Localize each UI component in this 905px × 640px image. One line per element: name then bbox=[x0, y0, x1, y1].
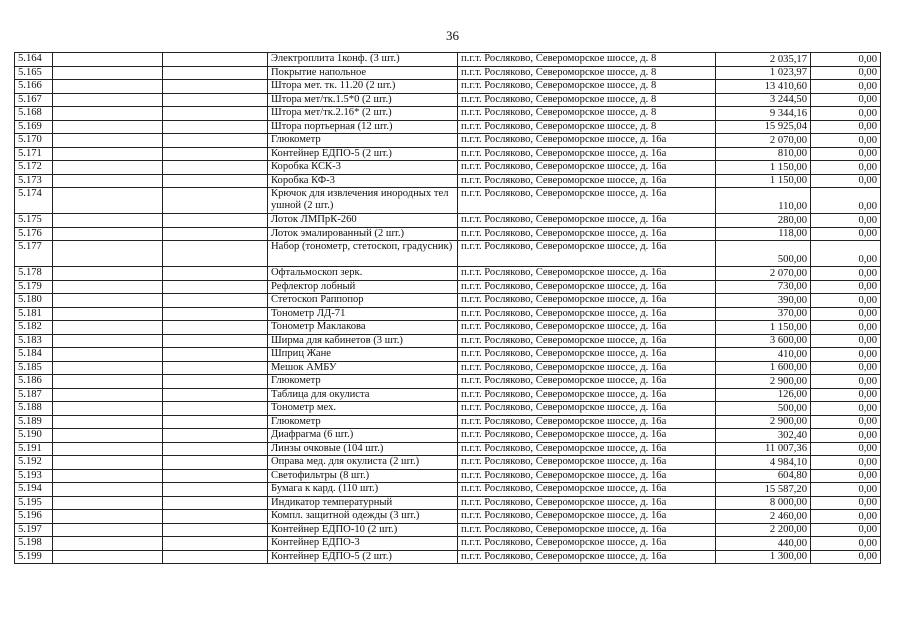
value-cell: 11 007,36 bbox=[716, 442, 811, 456]
empty-cell bbox=[163, 483, 268, 497]
address-cell: п.г.т. Росляково, Североморское шоссе, д. 16а bbox=[458, 375, 716, 389]
value-cell: 3 244,50 bbox=[716, 93, 811, 107]
table-row bbox=[15, 241, 881, 267]
empty-cell bbox=[163, 267, 268, 281]
row-number-cell: 5.165 bbox=[15, 66, 53, 80]
address-cell: п.г.т. Росляково, Североморское шоссе, д. 16а bbox=[458, 267, 716, 281]
residual-value-cell: 0,00 bbox=[811, 53, 881, 67]
table-row bbox=[15, 361, 881, 375]
value-cell: 9 344,16 bbox=[716, 107, 811, 121]
empty-cell bbox=[163, 66, 268, 80]
row-number-cell: 5.183 bbox=[15, 334, 53, 348]
empty-cell bbox=[163, 537, 268, 551]
row-number-cell: 5.187 bbox=[15, 388, 53, 402]
value-cell: 1 023,97 bbox=[716, 66, 811, 80]
empty-cell bbox=[53, 361, 163, 375]
residual-value-cell: 0,00 bbox=[811, 388, 881, 402]
residual-value-cell: 0,00 bbox=[811, 80, 881, 94]
item-name-cell: Контейнер ЕДПО-10 (2 шт.) bbox=[268, 523, 458, 537]
residual-value-cell: 0,00 bbox=[811, 348, 881, 362]
item-name-cell: Контейнер ЕДПО-5 (2 шт.) bbox=[268, 147, 458, 161]
residual-value-cell: 0,00 bbox=[811, 321, 881, 335]
empty-cell bbox=[163, 161, 268, 175]
empty-cell bbox=[163, 550, 268, 564]
row-number-cell: 5.192 bbox=[15, 456, 53, 470]
empty-cell bbox=[163, 188, 268, 214]
item-name-cell: Компл. защитной одежды (3 шт.) bbox=[268, 510, 458, 524]
address-cell: п.г.т. Росляково, Североморское шоссе, д. 8 bbox=[458, 107, 716, 121]
empty-cell bbox=[53, 214, 163, 228]
value-cell: 13 410,60 bbox=[716, 80, 811, 94]
item-name-cell: Глюкометр bbox=[268, 415, 458, 429]
empty-cell bbox=[53, 267, 163, 281]
value-cell: 440,00 bbox=[716, 537, 811, 551]
item-name-cell: Контейнер ЕДПО-5 (2 шт.) bbox=[268, 550, 458, 564]
item-name-cell: Покрытие напольное bbox=[268, 66, 458, 80]
table-row bbox=[15, 214, 881, 228]
row-number-cell: 5.188 bbox=[15, 402, 53, 416]
row-number-cell: 5.196 bbox=[15, 510, 53, 524]
value-cell: 1 150,00 bbox=[716, 161, 811, 175]
address-cell: п.г.т. Росляково, Североморское шоссе, д. 16а bbox=[458, 415, 716, 429]
item-name-cell: Тонометр ЛД-71 bbox=[268, 307, 458, 321]
address-cell: п.г.т. Росляково, Североморское шоссе, д. 16а bbox=[458, 550, 716, 564]
item-name-cell: Стетоскоп Раппопор bbox=[268, 294, 458, 308]
address-cell: п.г.т. Росляково, Североморское шоссе, д. 8 bbox=[458, 93, 716, 107]
empty-cell bbox=[163, 93, 268, 107]
empty-cell bbox=[163, 294, 268, 308]
residual-value-cell: 0,00 bbox=[811, 334, 881, 348]
empty-cell bbox=[53, 80, 163, 94]
row-number-cell: 5.180 bbox=[15, 294, 53, 308]
row-number-cell: 5.169 bbox=[15, 120, 53, 134]
empty-cell bbox=[163, 415, 268, 429]
table-row bbox=[15, 66, 881, 80]
residual-value-cell: 0,00 bbox=[811, 241, 881, 267]
residual-value-cell: 0,00 bbox=[811, 120, 881, 134]
empty-cell bbox=[53, 469, 163, 483]
row-number-cell: 5.181 bbox=[15, 307, 53, 321]
row-number-cell: 5.191 bbox=[15, 442, 53, 456]
value-cell: 604,80 bbox=[716, 469, 811, 483]
row-number-cell: 5.166 bbox=[15, 80, 53, 94]
value-cell: 810,00 bbox=[716, 147, 811, 161]
empty-cell bbox=[163, 107, 268, 121]
empty-cell bbox=[53, 456, 163, 470]
empty-cell bbox=[53, 375, 163, 389]
row-number-cell: 5.176 bbox=[15, 227, 53, 241]
table-row bbox=[15, 227, 881, 241]
address-cell: п.г.т. Росляково, Североморское шоссе, д. 16а bbox=[458, 429, 716, 443]
empty-cell bbox=[163, 442, 268, 456]
row-number-cell: 5.179 bbox=[15, 280, 53, 294]
row-number-cell: 5.190 bbox=[15, 429, 53, 443]
table-row bbox=[15, 147, 881, 161]
table-row bbox=[15, 523, 881, 537]
table-row bbox=[15, 483, 881, 497]
item-name-cell: Коробка КФ-3 bbox=[268, 174, 458, 188]
table-row bbox=[15, 537, 881, 551]
row-number-cell: 5.193 bbox=[15, 469, 53, 483]
inventory-table-body bbox=[15, 53, 881, 564]
residual-value-cell: 0,00 bbox=[811, 456, 881, 470]
empty-cell bbox=[53, 429, 163, 443]
value-cell: 3 600,00 bbox=[716, 334, 811, 348]
value-cell: 2 900,00 bbox=[716, 415, 811, 429]
empty-cell bbox=[53, 93, 163, 107]
address-cell: п.г.т. Росляково, Североморское шоссе, д. 16а bbox=[458, 456, 716, 470]
row-number-cell: 5.185 bbox=[15, 361, 53, 375]
item-name-cell: Лоток эмалированный (2 шт.) bbox=[268, 227, 458, 241]
residual-value-cell: 0,00 bbox=[811, 93, 881, 107]
empty-cell bbox=[163, 456, 268, 470]
residual-value-cell: 0,00 bbox=[811, 469, 881, 483]
item-name-cell: Контейнер ЕДПО-3 bbox=[268, 537, 458, 551]
empty-cell bbox=[163, 174, 268, 188]
item-name-cell: Штора мет/тк.2.16* (2 шт.) bbox=[268, 107, 458, 121]
table-row bbox=[15, 415, 881, 429]
residual-value-cell: 0,00 bbox=[811, 161, 881, 175]
value-cell: 390,00 bbox=[716, 294, 811, 308]
residual-value-cell: 0,00 bbox=[811, 442, 881, 456]
residual-value-cell: 0,00 bbox=[811, 307, 881, 321]
item-name-cell: Индикатор температурный bbox=[268, 496, 458, 510]
item-name-cell: Светофильтры (8 шт.) bbox=[268, 469, 458, 483]
residual-value-cell: 0,00 bbox=[811, 66, 881, 80]
address-cell: п.г.т. Росляково, Североморское шоссе, д. 16а bbox=[458, 510, 716, 524]
empty-cell bbox=[53, 66, 163, 80]
empty-cell bbox=[163, 53, 268, 67]
residual-value-cell: 0,00 bbox=[811, 402, 881, 416]
value-cell: 2 460,00 bbox=[716, 510, 811, 524]
empty-cell bbox=[53, 280, 163, 294]
address-cell: п.г.т. Росляково, Североморское шоссе, д. 16а bbox=[458, 496, 716, 510]
residual-value-cell: 0,00 bbox=[811, 483, 881, 497]
address-cell: п.г.т. Росляково, Североморское шоссе, д. 16а bbox=[458, 161, 716, 175]
residual-value-cell: 0,00 bbox=[811, 496, 881, 510]
address-cell: п.г.т. Росляково, Североморское шоссе, д. 16а bbox=[458, 134, 716, 148]
row-number-cell: 5.194 bbox=[15, 483, 53, 497]
residual-value-cell: 0,00 bbox=[811, 510, 881, 524]
address-cell: п.г.т. Росляково, Североморское шоссе, д. 16а bbox=[458, 227, 716, 241]
address-cell: п.г.т. Росляково, Североморское шоссе, д. 16а bbox=[458, 334, 716, 348]
value-cell: 1 150,00 bbox=[716, 321, 811, 335]
table-row bbox=[15, 550, 881, 564]
empty-cell bbox=[163, 429, 268, 443]
value-cell: 500,00 bbox=[716, 402, 811, 416]
row-number-cell: 5.177 bbox=[15, 241, 53, 267]
item-name-cell: Тонометр Маклакова bbox=[268, 321, 458, 335]
item-name-cell: Набор (тонометр, стетоскоп, градусник) bbox=[268, 241, 458, 267]
value-cell: 110,00 bbox=[716, 188, 811, 214]
row-number-cell: 5.170 bbox=[15, 134, 53, 148]
residual-value-cell: 0,00 bbox=[811, 174, 881, 188]
residual-value-cell: 0,00 bbox=[811, 107, 881, 121]
empty-cell bbox=[163, 348, 268, 362]
empty-cell bbox=[163, 321, 268, 335]
residual-value-cell: 0,00 bbox=[811, 280, 881, 294]
item-name-cell: Оправа мед. для окулиста (2 шт.) bbox=[268, 456, 458, 470]
address-cell: п.г.т. Росляково, Североморское шоссе, д. 16а bbox=[458, 402, 716, 416]
row-number-cell: 5.167 bbox=[15, 93, 53, 107]
address-cell: п.г.т. Росляково, Североморское шоссе, д. 8 bbox=[458, 53, 716, 67]
table-row bbox=[15, 188, 881, 214]
address-cell: п.г.т. Росляково, Североморское шоссе, д. 8 bbox=[458, 120, 716, 134]
row-number-cell: 5.197 bbox=[15, 523, 53, 537]
empty-cell bbox=[163, 241, 268, 267]
table-row bbox=[15, 375, 881, 389]
empty-cell bbox=[163, 375, 268, 389]
address-cell: п.г.т. Росляково, Североморское шоссе, д. 16а bbox=[458, 348, 716, 362]
row-number-cell: 5.198 bbox=[15, 537, 53, 551]
row-number-cell: 5.186 bbox=[15, 375, 53, 389]
address-cell: п.г.т. Росляково, Североморское шоссе, д. 16а bbox=[458, 469, 716, 483]
address-cell: п.г.т. Росляково, Североморское шоссе, д. 16а bbox=[458, 307, 716, 321]
empty-cell bbox=[53, 161, 163, 175]
item-name-cell: Крючок для извлечения инородных тел ушной (2 шт.) bbox=[268, 188, 458, 214]
row-number-cell: 5.173 bbox=[15, 174, 53, 188]
empty-cell bbox=[163, 388, 268, 402]
empty-cell bbox=[163, 523, 268, 537]
table-row bbox=[15, 321, 881, 335]
page-number: 36 bbox=[446, 28, 459, 43]
table-row bbox=[15, 267, 881, 281]
item-name-cell: Ширма для кабинетов (3 шт.) bbox=[268, 334, 458, 348]
table-row bbox=[15, 53, 881, 67]
value-cell: 126,00 bbox=[716, 388, 811, 402]
value-cell: 1 600,00 bbox=[716, 361, 811, 375]
residual-value-cell: 0,00 bbox=[811, 415, 881, 429]
empty-cell bbox=[163, 227, 268, 241]
address-cell: п.г.т. Росляково, Североморское шоссе, д. 16а bbox=[458, 523, 716, 537]
table-row bbox=[15, 402, 881, 416]
empty-cell bbox=[53, 348, 163, 362]
row-number-cell: 5.182 bbox=[15, 321, 53, 335]
empty-cell bbox=[53, 442, 163, 456]
residual-value-cell: 0,00 bbox=[811, 267, 881, 281]
residual-value-cell: 0,00 bbox=[811, 550, 881, 564]
address-cell: п.г.т. Росляково, Североморское шоссе, д. 16а bbox=[458, 280, 716, 294]
table-row bbox=[15, 134, 881, 148]
residual-value-cell: 0,00 bbox=[811, 429, 881, 443]
empty-cell bbox=[53, 483, 163, 497]
table-row bbox=[15, 80, 881, 94]
value-cell: 2 070,00 bbox=[716, 267, 811, 281]
empty-cell bbox=[53, 147, 163, 161]
item-name-cell: Глюкометр bbox=[268, 134, 458, 148]
empty-cell bbox=[163, 469, 268, 483]
table-row bbox=[15, 469, 881, 483]
value-cell: 2 900,00 bbox=[716, 375, 811, 389]
residual-value-cell: 0,00 bbox=[811, 375, 881, 389]
empty-cell bbox=[163, 214, 268, 228]
item-name-cell: Рефлектор лобный bbox=[268, 280, 458, 294]
item-name-cell: Электроплита 1конф. (3 шт.) bbox=[268, 53, 458, 67]
value-cell: 8 000,00 bbox=[716, 496, 811, 510]
item-name-cell: Штора мет. тк. 11.20 (2 шт.) bbox=[268, 80, 458, 94]
value-cell: 302,40 bbox=[716, 429, 811, 443]
item-name-cell: Штора мет/тк.1.5*0 (2 шт.) bbox=[268, 93, 458, 107]
empty-cell bbox=[53, 227, 163, 241]
empty-cell bbox=[53, 294, 163, 308]
residual-value-cell: 0,00 bbox=[811, 537, 881, 551]
value-cell: 2 200,00 bbox=[716, 523, 811, 537]
item-name-cell: Линзы очковые (104 шт.) bbox=[268, 442, 458, 456]
address-cell: п.г.т. Росляково, Североморское шоссе, д. 8 bbox=[458, 66, 716, 80]
empty-cell bbox=[163, 280, 268, 294]
empty-cell bbox=[163, 134, 268, 148]
item-name-cell: Таблица для окулиста bbox=[268, 388, 458, 402]
empty-cell bbox=[53, 523, 163, 537]
address-cell: п.г.т. Росляково, Североморское шоссе, д. 16а bbox=[458, 174, 716, 188]
table-row bbox=[15, 120, 881, 134]
address-cell: п.г.т. Росляково, Североморское шоссе, д. 16а bbox=[458, 147, 716, 161]
empty-cell bbox=[53, 53, 163, 67]
empty-cell bbox=[53, 402, 163, 416]
table-row bbox=[15, 174, 881, 188]
residual-value-cell: 0,00 bbox=[811, 134, 881, 148]
address-cell: п.г.т. Росляково, Североморское шоссе, д. 16а bbox=[458, 214, 716, 228]
value-cell: 410,00 bbox=[716, 348, 811, 362]
item-name-cell: Лоток ЛМПрК-260 bbox=[268, 214, 458, 228]
table-row bbox=[15, 429, 881, 443]
value-cell: 500,00 bbox=[716, 241, 811, 267]
item-name-cell: Шприц Жане bbox=[268, 348, 458, 362]
empty-cell bbox=[163, 334, 268, 348]
empty-cell bbox=[163, 80, 268, 94]
table-row bbox=[15, 510, 881, 524]
table-row bbox=[15, 496, 881, 510]
row-number-cell: 5.199 bbox=[15, 550, 53, 564]
item-name-cell: Диафрагма (6 шт.) bbox=[268, 429, 458, 443]
empty-cell bbox=[53, 415, 163, 429]
residual-value-cell: 0,00 bbox=[811, 523, 881, 537]
table-row bbox=[15, 93, 881, 107]
table-row bbox=[15, 307, 881, 321]
empty-cell bbox=[163, 361, 268, 375]
empty-cell bbox=[53, 120, 163, 134]
row-number-cell: 5.195 bbox=[15, 496, 53, 510]
value-cell: 4 984,10 bbox=[716, 456, 811, 470]
empty-cell bbox=[163, 307, 268, 321]
address-cell: п.г.т. Росляково, Североморское шоссе, д. 16а bbox=[458, 442, 716, 456]
value-cell: 280,00 bbox=[716, 214, 811, 228]
address-cell: п.г.т. Росляково, Североморское шоссе, д. 16а bbox=[458, 537, 716, 551]
empty-cell bbox=[53, 496, 163, 510]
value-cell: 730,00 bbox=[716, 280, 811, 294]
row-number-cell: 5.171 bbox=[15, 147, 53, 161]
value-cell: 15 925,04 bbox=[716, 120, 811, 134]
table-row bbox=[15, 294, 881, 308]
value-cell: 15 587,20 bbox=[716, 483, 811, 497]
empty-cell bbox=[163, 496, 268, 510]
table-row bbox=[15, 442, 881, 456]
item-name-cell: Глюкометр bbox=[268, 375, 458, 389]
empty-cell bbox=[53, 134, 163, 148]
row-number-cell: 5.184 bbox=[15, 348, 53, 362]
table-row bbox=[15, 161, 881, 175]
empty-cell bbox=[163, 402, 268, 416]
empty-cell bbox=[53, 334, 163, 348]
address-cell: п.г.т. Росляково, Североморское шоссе, д. 16а bbox=[458, 361, 716, 375]
empty-cell bbox=[163, 510, 268, 524]
address-cell: п.г.т. Росляково, Североморское шоссе, д. 16а bbox=[458, 241, 716, 267]
table-row bbox=[15, 456, 881, 470]
value-cell: 1 300,00 bbox=[716, 550, 811, 564]
empty-cell bbox=[53, 307, 163, 321]
table-row bbox=[15, 388, 881, 402]
row-number-cell: 5.172 bbox=[15, 161, 53, 175]
residual-value-cell: 0,00 bbox=[811, 361, 881, 375]
residual-value-cell: 0,00 bbox=[811, 147, 881, 161]
item-name-cell: Бумага к кард. (110 шт.) bbox=[268, 483, 458, 497]
empty-cell bbox=[163, 120, 268, 134]
table-row bbox=[15, 280, 881, 294]
empty-cell bbox=[53, 321, 163, 335]
value-cell: 118,00 bbox=[716, 227, 811, 241]
table-row bbox=[15, 348, 881, 362]
empty-cell bbox=[53, 537, 163, 551]
value-cell: 370,00 bbox=[716, 307, 811, 321]
empty-cell bbox=[53, 107, 163, 121]
empty-cell bbox=[163, 147, 268, 161]
empty-cell bbox=[53, 174, 163, 188]
residual-value-cell: 0,00 bbox=[811, 294, 881, 308]
item-name-cell: Коробка КСК-3 bbox=[268, 161, 458, 175]
inventory-table bbox=[14, 52, 881, 564]
item-name-cell: Тонометр мех. bbox=[268, 402, 458, 416]
table-row bbox=[15, 334, 881, 348]
row-number-cell: 5.174 bbox=[15, 188, 53, 214]
value-cell: 2 070,00 bbox=[716, 134, 811, 148]
row-number-cell: 5.178 bbox=[15, 267, 53, 281]
item-name-cell: Мешок АМБУ bbox=[268, 361, 458, 375]
residual-value-cell: 0,00 bbox=[811, 227, 881, 241]
address-cell: п.г.т. Росляково, Североморское шоссе, д. 8 bbox=[458, 80, 716, 94]
item-name-cell: Штора портьерная (12 шт.) bbox=[268, 120, 458, 134]
row-number-cell: 5.189 bbox=[15, 415, 53, 429]
empty-cell bbox=[53, 550, 163, 564]
address-cell: п.г.т. Росляково, Североморское шоссе, д. 16а bbox=[458, 388, 716, 402]
item-name-cell: Офтальмоскоп зерк. bbox=[268, 267, 458, 281]
row-number-cell: 5.168 bbox=[15, 107, 53, 121]
row-number-cell: 5.164 bbox=[15, 53, 53, 67]
value-cell: 1 150,00 bbox=[716, 174, 811, 188]
empty-cell bbox=[53, 510, 163, 524]
residual-value-cell: 0,00 bbox=[811, 188, 881, 214]
address-cell: п.г.т. Росляково, Североморское шоссе, д. 16а bbox=[458, 483, 716, 497]
table-row bbox=[15, 107, 881, 121]
row-number-cell: 5.175 bbox=[15, 214, 53, 228]
address-cell: п.г.т. Росляково, Североморское шоссе, д. 16а bbox=[458, 188, 716, 214]
residual-value-cell: 0,00 bbox=[811, 214, 881, 228]
address-cell: п.г.т. Росляково, Североморское шоссе, д. 16а bbox=[458, 321, 716, 335]
address-cell: п.г.т. Росляково, Североморское шоссе, д. 16а bbox=[458, 294, 716, 308]
value-cell: 2 035,17 bbox=[716, 53, 811, 67]
empty-cell bbox=[53, 388, 163, 402]
empty-cell bbox=[53, 241, 163, 267]
empty-cell bbox=[53, 188, 163, 214]
